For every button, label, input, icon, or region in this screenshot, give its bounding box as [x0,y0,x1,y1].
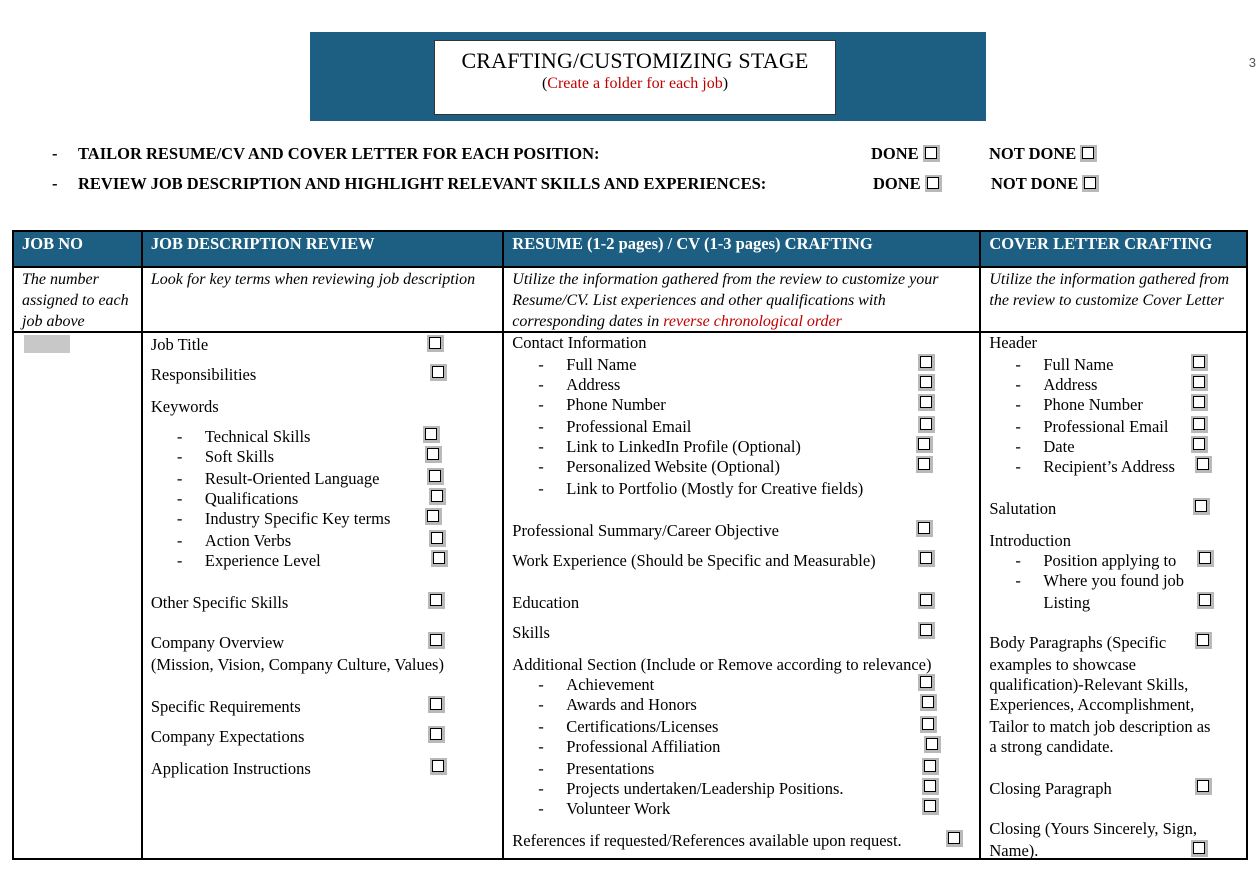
jd-specific-requirements: Specific Requirements [150,697,301,716]
resume-additional-checkbox[interactable] [918,674,935,691]
resume-summary-checkbox[interactable] [916,520,933,537]
resume-contact-checkbox[interactable] [918,354,935,371]
resume-additional-item: - Projects undertaken/Leadership Positions. [538,779,844,798]
jd-company-overview-checkbox[interactable] [428,632,445,649]
jd-company-overview-detail: (Mission, Vision, Company Culture, Values) [150,655,444,674]
resume-references: References if requested/References available upon request. [512,831,902,850]
cover-introduction: Introduction [989,531,1071,550]
jd-keywords: Keywords [150,397,219,416]
jd-job-title: Job Title [150,335,209,354]
resume-additional-checkbox[interactable] [920,694,937,711]
cover-intro-item: - Where you found job [1015,571,1185,590]
jd-responsibilities-checkbox[interactable] [430,364,447,381]
resume-work-experience: Work Experience (Should be Specific and Measurable) [512,551,876,570]
resume-education: Education [512,593,580,612]
cover-header-item: - Address [1015,375,1098,394]
desc-jd-review: Look for key terms when reviewing job description [150,271,476,288]
desc-resume: Utilize the information gathered from the review to customize your Resume/CV. List experiences and other qualifications with corresponding dates in reverse chronological order [512,271,939,330]
page-number: 3 [1248,55,1256,70]
cover-intro-item: - Position applying to [1015,551,1177,570]
cover-body-line: Body Paragraphs (Specific [989,633,1167,652]
jd-keyword-checkbox[interactable] [423,426,440,443]
crafting-table [12,230,1248,860]
resume-contact-item: - Link to Portfolio (Mostly for Creative fields) [538,479,864,498]
resume-contact-item: - Address [538,375,621,394]
jd-application-instructions-checkbox[interactable] [430,758,447,775]
resume-skills-checkbox[interactable] [918,622,935,639]
desc-cover: Utilize the information gathered from the review to customize Cover Letter [989,271,1230,309]
jd-keyword-item: - Technical Skills [176,427,311,446]
cover-closing-paragraph: Closing Paragraph [989,779,1112,798]
task-tailor-not-done: NOT DONE [989,144,1097,164]
header-job-no: JOB NO [13,231,142,267]
cover-intro-checkbox[interactable] [1197,550,1214,567]
resume-contact-info: Contact Information [512,333,647,352]
resume-additional-checkbox[interactable] [922,758,939,775]
resume-contact-checkbox[interactable] [916,456,933,473]
cover-cell [981,333,1246,858]
jd-keyword-item: - Experience Level [176,551,321,570]
desc-job-no: The number assigned to each job above [22,271,129,330]
cover-body-line: Tailor to match job description as [989,717,1211,736]
cover-header-checkbox[interactable] [1191,416,1208,433]
cover-closing-line: Closing (Yours Sincerely, Sign, [989,819,1198,838]
jd-keyword-checkbox[interactable] [425,446,442,463]
cover-header-checkbox[interactable] [1191,354,1208,371]
task-review-done: DONE [873,174,942,194]
resume-education-checkbox[interactable] [918,592,935,609]
task-tailor-done-checkbox[interactable] [923,145,940,162]
cover-header-item: - Professional Email [1015,417,1169,436]
cover-header: Header [989,333,1038,352]
job-number-input[interactable] [24,335,70,353]
cover-header-checkbox[interactable] [1191,394,1208,411]
resume-additional-item: - Presentations [538,759,655,778]
cover-header-checkbox[interactable] [1195,456,1212,473]
jd-keyword-item: - Result-Oriented Language [176,469,380,488]
page-title: CRAFTING/CUSTOMIZING STAGE [461,48,809,73]
job-no-cell [14,333,141,858]
resume-contact-item: - Link to LinkedIn Profile (Optional) [538,437,801,456]
task-review-done-checkbox[interactable] [925,175,942,192]
title-box [434,40,836,115]
cover-intro-item-cont: Listing [1043,593,1091,612]
cover-salutation: Salutation [989,499,1057,518]
jd-keyword-item: - Soft Skills [176,447,275,466]
resume-contact-checkbox[interactable] [918,374,935,391]
cover-body-line: a strong candidate. [989,737,1114,756]
resume-contact-item: - Phone Number [538,395,666,414]
cover-body-line: qualification)-Relevant Skills, [989,675,1189,694]
page-subtitle: (Create a folder for each job) [541,75,729,92]
jd-application-instructions: Application Instructions [150,759,311,778]
header-resume-crafting: RESUME (1-2 pages) / CV (1-3 pages) CRAFTING [503,231,980,267]
cover-salutation-checkbox[interactable] [1193,498,1210,515]
jd-company-expectations-checkbox[interactable] [428,726,445,743]
jd-review-cell [143,333,502,858]
task-tailor: - TAILOR RESUME/CV AND COVER LETTER FOR EACH POSITION: [52,144,600,163]
jd-other-skills: Other Specific Skills [150,593,289,612]
jd-responsibilities: Responsibilities [150,365,257,384]
cover-body-line: Experiences, Accomplishment, [989,695,1195,714]
resume-contact-checkbox[interactable] [918,394,935,411]
jd-keyword-checkbox[interactable] [429,488,446,505]
resume-additional-item: - Achievement [538,675,655,694]
resume-work-experience-checkbox[interactable] [918,550,935,567]
cover-header-checkbox[interactable] [1191,436,1208,453]
cover-header-item: - Full Name [1015,355,1114,374]
resume-references-checkbox[interactable] [946,830,963,847]
jd-specific-requirements-checkbox[interactable] [428,696,445,713]
table-header-row [13,231,1247,267]
jd-keyword-item: - Action Verbs [176,531,292,550]
cover-body-checkbox[interactable] [1195,632,1212,649]
task-tailor-not-done-checkbox[interactable] [1080,145,1097,162]
cover-header-item: - Date [1015,437,1075,456]
jd-keyword-checkbox[interactable] [425,508,442,525]
resume-cell [504,333,979,858]
table-description-row [13,267,1247,332]
cover-closing-checkbox[interactable] [1191,840,1208,857]
jd-job-title-checkbox[interactable] [427,335,444,352]
jd-keyword-checkbox[interactable] [427,468,444,485]
resume-contact-item: - Full Name [538,355,637,374]
resume-additional: Additional Section (Include or Remove according to relevance) [512,655,932,674]
resume-contact-item: - Personalized Website (Optional) [538,457,781,476]
jd-company-overview: Company Overview [150,633,285,652]
cover-intro-checkbox[interactable] [1197,592,1214,609]
cover-closing-paragraph-checkbox[interactable] [1195,778,1212,795]
task-review: - REVIEW JOB DESCRIPTION AND HIGHLIGHT RELEVANT SKILLS AND EXPERIENCES: [52,174,767,193]
table-content-row [13,332,1247,859]
task-review-not-done: NOT DONE [991,174,1099,194]
resume-additional-checkbox[interactable] [922,798,939,815]
resume-additional-checkbox[interactable] [922,778,939,795]
resume-additional-item: - Certifications/Licenses [538,717,719,736]
resume-additional-checkbox[interactable] [924,736,941,753]
cover-header-item: - Recipient’s Address [1015,457,1175,476]
cover-header-checkbox[interactable] [1191,374,1208,391]
resume-contact-checkbox[interactable] [916,436,933,453]
cover-header-item: - Phone Number [1015,395,1143,414]
cover-body-line: examples to showcase [989,655,1136,674]
jd-keyword-checkbox[interactable] [431,550,448,567]
jd-company-expectations: Company Expectations [150,727,305,746]
task-tailor-done: DONE [871,144,940,164]
header-jd-review: JOB DESCRIPTION REVIEW [142,231,503,267]
jd-keyword-item: - Qualifications [176,489,299,508]
task-review-not-done-checkbox[interactable] [1082,175,1099,192]
resume-additional-item: - Professional Affiliation [538,737,721,756]
resume-contact-checkbox[interactable] [918,416,935,433]
resume-additional-item: - Volunteer Work [538,799,671,818]
resume-additional-item: - Awards and Honors [538,695,697,714]
jd-keyword-item: - Industry Specific Key terms [176,509,391,528]
resume-skills: Skills [512,623,550,642]
jd-other-skills-checkbox[interactable] [428,592,445,609]
resume-contact-item: - Professional Email [538,417,692,436]
resume-additional-checkbox[interactable] [920,716,937,733]
header-cover-letter: COVER LETTER CRAFTING [980,231,1247,267]
resume-summary: Professional Summary/Career Objective [512,521,779,540]
jd-keyword-checkbox[interactable] [429,530,446,547]
cover-closing-line: Name). [989,841,1039,860]
